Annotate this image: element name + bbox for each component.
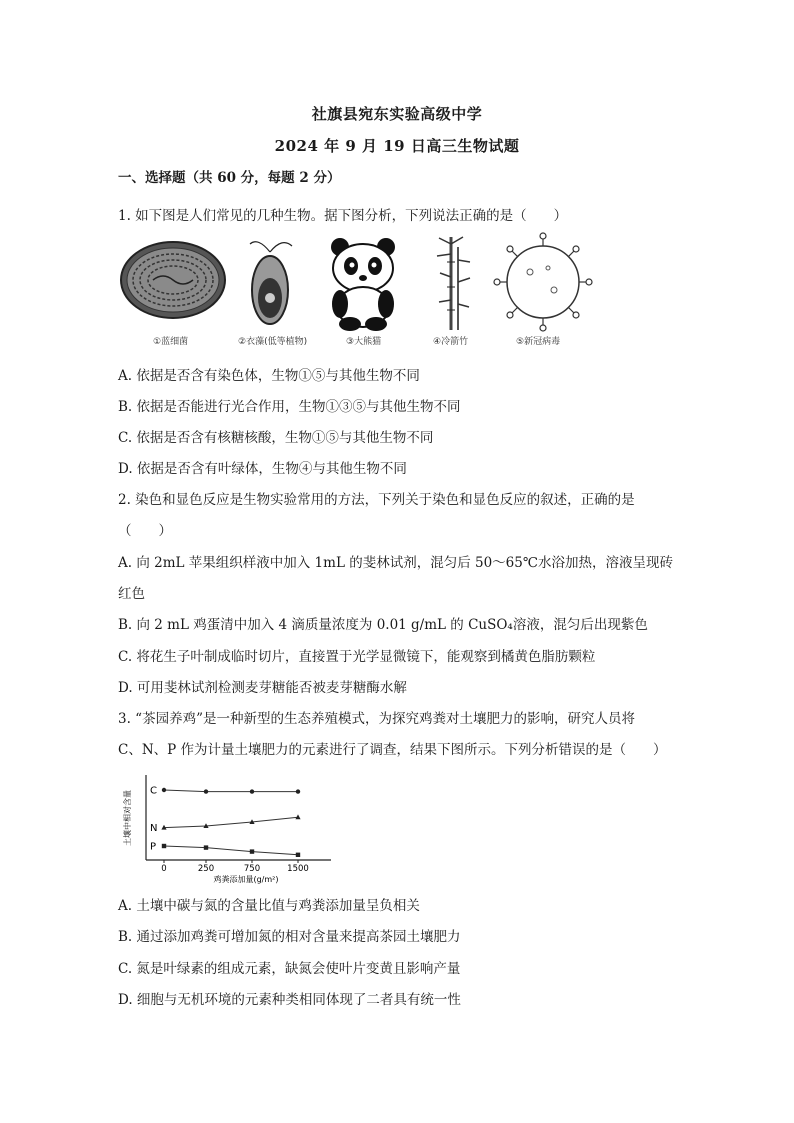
q2-stem-line2: （ ） xyxy=(118,523,172,539)
q1-option-d[interactable]: D. 依据是否含有叶绿体，生物④与其他生物不同 xyxy=(118,461,407,477)
q2-option-a-line2[interactable]: 红色 xyxy=(118,586,145,602)
caption-bamboo: ④冷箭竹 xyxy=(433,337,469,347)
q2-option-b[interactable]: B. 向 2 mL 鸡蛋清中加入 4 滴质量浓度为 0.01 g/mL 的 CuSO₄溶液，混匀后出现紫色 xyxy=(118,617,648,633)
caption-chlamydomonas: ②衣藻(低等植物) xyxy=(238,337,308,347)
data-point-N xyxy=(295,814,300,819)
bamboo-image xyxy=(437,237,470,330)
q1-organisms-figure xyxy=(118,232,608,352)
series-line-C xyxy=(164,790,298,792)
panda-image xyxy=(331,238,395,331)
x-tick-label: 1500 xyxy=(287,864,309,874)
q2-option-d[interactable]: D. 可用斐林试剂检测麦芽糖能否被麦芽糖酶水解 xyxy=(118,680,407,696)
q3-stem-line1: 3. “茶园养鸡”是一种新型的生态养殖模式，为探究鸡粪对土壤肥力的影响，研究人员将 xyxy=(118,711,635,727)
x-tick-label: 750 xyxy=(243,864,261,874)
series-label-P: P xyxy=(150,841,157,853)
series-line-P xyxy=(164,846,298,855)
q2-option-a-line1[interactable]: A. 向 2mL 苹果组织样液中加入 1mL 的斐林试剂，混匀后 50～65℃水浴加热，溶液呈现砖 xyxy=(118,555,673,571)
exam-title: 2024 年 9 月 19 日高三生物试题 xyxy=(274,137,520,155)
x-tick-label: 0 xyxy=(161,864,167,874)
q2-stem-line1: 2. 染色和显色反应是生物实验常用的方法，下列关于染色和显色反应的叙述，正确的是 xyxy=(118,492,635,508)
q3-option-d[interactable]: D. 细胞与无机环境的元素种类相同体现了二者具有统一性 xyxy=(118,992,461,1008)
series-label-N: N xyxy=(150,823,158,835)
x-axis-label: 鸡粪添加量(g/m²) xyxy=(213,875,279,884)
caption-panda: ③大熊猫 xyxy=(346,337,382,347)
q3-line-chart xyxy=(116,770,356,888)
x-tick-label: 250 xyxy=(197,864,215,874)
q1-stem: 1. 如下图是人们常见的几种生物。据下图分析，下列说法正确的是（ ） xyxy=(118,208,568,224)
caption-cyanobacteria: ①蓝细菌 xyxy=(153,337,189,347)
q3-option-b[interactable]: B. 通过添加鸡粪可增加氮的相对含量来提高茶园土壤肥力 xyxy=(118,929,461,945)
section-heading: 一、选择题（共 60 分，每题 2 分） xyxy=(118,170,341,186)
chlamydomonas-image xyxy=(250,242,292,324)
q1-option-b[interactable]: B. 依据是否能进行光合作用，生物①③⑤与其他生物不同 xyxy=(118,399,461,415)
data-point-P xyxy=(296,853,300,857)
q2-option-c[interactable]: C. 将花生子叶制成临时切片，直接置于光学显微镜下，能观察到橘黄色脂肪颗粒 xyxy=(118,649,596,665)
data-point-P xyxy=(204,845,208,849)
data-point-P xyxy=(250,849,254,853)
coronavirus-image xyxy=(494,233,592,331)
series-line-N xyxy=(164,817,298,827)
q3-option-a[interactable]: A. 土壤中碳与氮的含量比值与鸡粪添加量呈负相关 xyxy=(118,898,420,914)
data-point-C xyxy=(162,788,166,792)
data-point-C xyxy=(204,789,208,793)
series-label-C: C xyxy=(150,785,157,797)
data-point-C xyxy=(296,789,300,793)
school-title: 社旗县宛东实验高级中学 xyxy=(311,105,483,123)
q3-stem-line2: C、N、P 作为计量土壤肥力的元素进行了调查，结果下图所示。下列分析错误的是（ ） xyxy=(118,742,667,758)
data-point-P xyxy=(162,844,166,848)
q1-option-a[interactable]: A. 依据是否含有染色体，生物①⑤与其他生物不同 xyxy=(118,368,420,384)
q1-option-c[interactable]: C. 依据是否含有核糖核酸，生物①⑤与其他生物不同 xyxy=(118,430,434,446)
caption-coronavirus: ⑤新冠病毒 xyxy=(516,337,561,347)
q3-option-c[interactable]: C. 氮是叶绿素的组成元素，缺氮会使叶片变黄且影响产量 xyxy=(118,961,461,977)
data-point-C xyxy=(250,789,254,793)
cyanobacteria-image xyxy=(121,242,225,318)
y-axis-label: 土壤中相对含量 xyxy=(123,790,132,846)
